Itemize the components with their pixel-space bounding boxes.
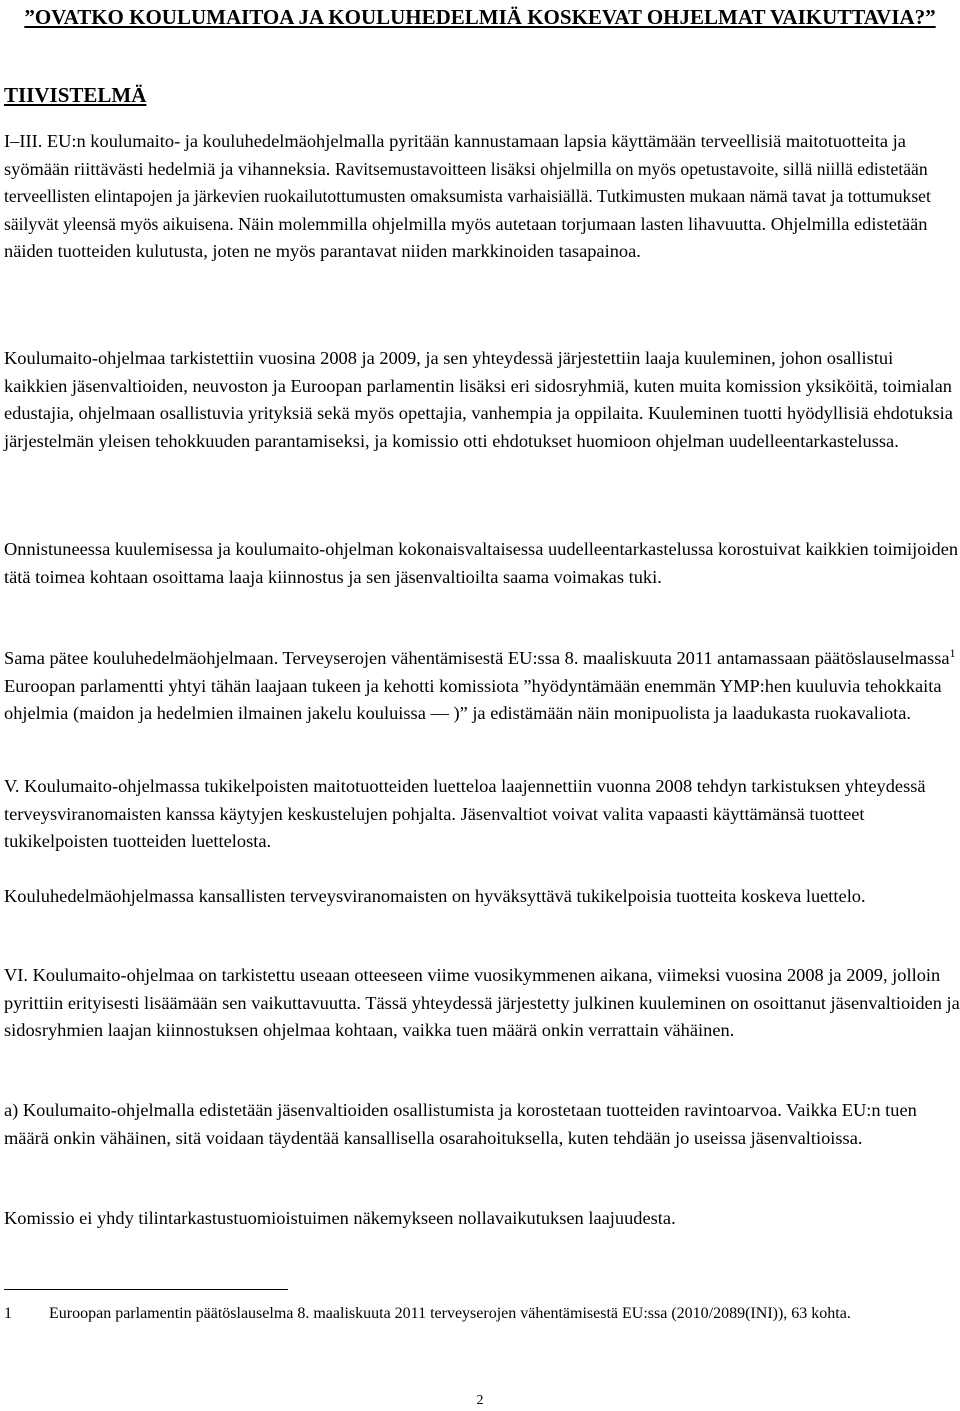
paragraph-fruit-scheme: [4, 645, 960, 728]
paragraph-intro-part-3: Näin molemmilla ohjelmilla myös autetaan torjumaan lasten lihavuutta. Ohjelmilla edistetään näiden tuotteiden kulutusta, joten ne myös parantavat niiden markkinoiden tasapainoa.: [4, 213, 928, 262]
paragraph-fruit-scheme-part-2: Euroopan parlamentti yhtyi tähän laajaan tukeen ja kehotti komissiota ”hyödyntämään enemmän YMP:hen kuuluvia tehokkaita ohjelmia (maidon ja hedelmien ilmainen jakelu kouluissa — )” ja edistämään näin monipuolista ja laadukasta ruokavaliota.: [4, 675, 942, 724]
document-title: ”OVATKO KOULUMAITOA JA KOULUHEDELMIÄ KOSKEVAT OHJELMAT VAIKUTTAVIA?”: [24, 5, 936, 29]
footnote-separator: [4, 1289, 288, 1290]
paragraph-section-vi: VI. Koulumaito-ohjelmaa on tarkistettu useaan otteeseen viime vuosikymmenen aikana, viimeksi vuosina 2008 ja 2009, jolloin pyrittiin erityisesti lisäämään sen vaikuttavuutta. Tässä yhteydessä järjestetty julkinen kuuleminen on osoittanut jäsenvaltioiden ja sidosryhmien laajan kiinnostuksen ohjelmaa kohtaan, vaikka tuen määrä onkin verrattain vähäinen.: [4, 965, 960, 1041]
paragraph-section-v: V. Koulumaito-ohjelmassa tukikelpoisten maitotuotteiden luetteloa laajennettiin vuonna 2008 tehdyn tarkistuksen yhteydessä terveysviranomaisten kanssa käytyjen keskustelujen pohjalta. Jäsenvaltiot voivat valita vapaasti käyttämänsä tuotteet tukikelpoisten tuotteiden luettelosta.: [4, 776, 926, 852]
paragraph-intro: [4, 128, 960, 266]
footnote-text: Euroopan parlamentin päätöslauselma 8. maaliskuuta 2011 terveyserojen vähentämisestä EU:ssa (2010/2089(INI)), 63 kohta.: [49, 1305, 851, 1322]
paragraph-commission-view: Komissio ei yhdy tilintarkastustuomioistuimen näkemykseen nollavaikutuksen laajuudesta.: [4, 1208, 676, 1228]
footnote-reference: 1: [949, 645, 956, 660]
paragraph-consultation: Koulumaito-ohjelmaa tarkistettiin vuosina 2008 ja 2009, ja sen yhteydessä järjestettiin laaja kuuleminen, johon osallistui kaikkien jäsenvaltioiden, neuvoston ja Euroopan parlamentin lisäksi eri sidosryhmiä, kuten muita komission yksiköitä, toimialan edustajia, ohjelmaan osallistuvia yrityksiä sekä myös opettajia, vanhempia ja oppilaita. Kuuleminen tuotti hyödyllisiä ehdotuksia järjestelmän yleisen tehokkuuden parantamiseksi, ja komissio otti ehdotukset huomioon ohjelman uudelleentarkastelussa.: [4, 348, 953, 451]
summary-heading: TIIVISTELMÄ: [4, 83, 147, 107]
paragraph-eligible-products: Kouluhedelmäohjelmassa kansallisten terveysviranomaisten on hyväksyttävä tukikelpoisia tuotteita koskeva luettelo.: [4, 886, 866, 906]
footnote-number: 1: [4, 1305, 12, 1322]
paragraph-point-a: a) Koulumaito-ohjelmalla edistetään jäsenvaltioiden osallistumista ja korostetaan tuotteiden ravintoarvoa. Vaikka EU:n tuen määrä onkin vähäinen, sitä voidaan täydentää kansallisella osarahoituksella, kuten tehdään jo useissa jäsenvaltioissa.: [4, 1100, 917, 1148]
paragraph-intro-part-2: Ravitsemustavoitteen lisäksi ohjelmilla on myös opetustavoite, sillä niillä edistetään terveellisten elintapojen ja järkevien ruokailutottumusten omaksumista varhaisiällä. Tutkimusten mukaan nämä tavat ja tottumukset säilyvät yleensä myös aikuisena.: [4, 158, 931, 234]
footnote: [4, 1301, 944, 1326]
paragraph-fruit-scheme-part-1: Sama pätee kouluhedelmäohjelmaan. Terveyserojen vähentämisestä EU:ssa 8. maaliskuuta 2011 antamassaan päätöslauselmassa: [4, 648, 950, 668]
page-number: 2: [476, 1393, 484, 1408]
paragraph-successful-consultation: Onnistuneessa kuulemisessa ja koulumaito-ohjelman kokonaisvaltaisessa uudelleentarkastelussa korostuivat kaikkien toimijoiden tätä toimea kohtaan osoittama laaja kiinnostus ja sen jäsenvaltioilta saama voimakas tuki.: [4, 539, 959, 587]
paragraph-intro-part-1: I–III. EU:n koulumaito- ja kouluhedelmäohjelmalla pyritään kannustamaan lapsia käyttämään terveellisiä maitotuotteita ja syömään riittävästi hedelmiä ja vihanneksia.: [4, 131, 906, 179]
